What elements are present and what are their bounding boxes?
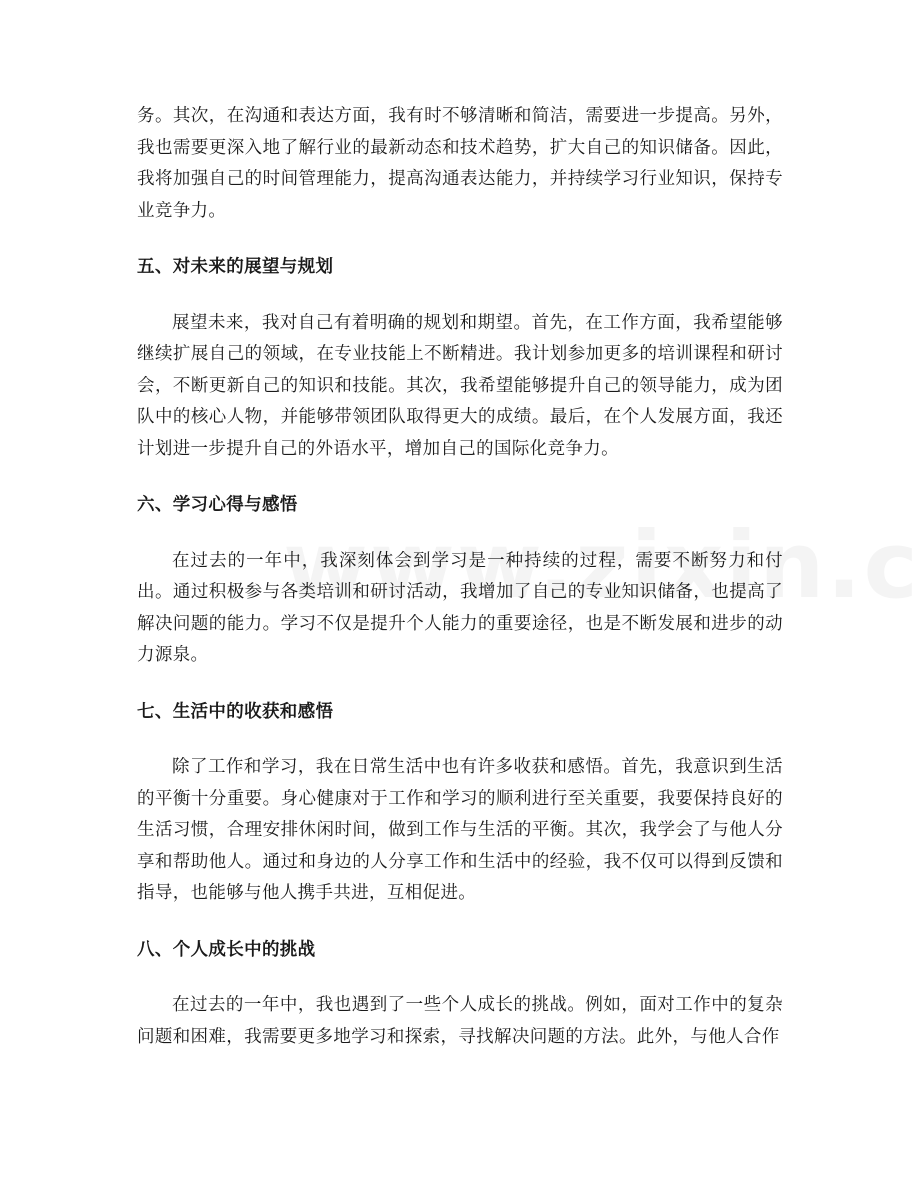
- heading-section-7: 七、生活中的收获和感悟: [137, 701, 334, 722]
- heading-section-8: 八、个人成长中的挑战: [137, 939, 316, 960]
- paragraph-section-5: 展望未来，我对自己有着明确的规划和期望。首先，在工作方面，我希望能够继续扩展自己的领域，在专业技能上不断精进。我计划参加更多的培训课程和研讨会，不断更新自己的知识和技能。其次，我希望能够提升自己的领导能力，成为团队中的核心人物，并能够带领团队取得更大的成绩。最后，在个人发展方面，我还计划进一步提升自己的外语水平，增加自己的国际化竞争力。: [137, 312, 783, 459]
- heading-section-6: 六、学习心得与感悟: [137, 495, 298, 515]
- paragraph-intro-tail: 务。其次，在沟通和表达方面，我有时不够清晰和简洁，需要进一步提高。另外，我也需要更深入地了解行业的最新动态和技术趋势，扩大自己的知识储备。因此，我将加强自己的时间管理能力，提高沟通表达能力，并持续学习行业知识，保持专业竞争力。: [137, 106, 783, 221]
- paragraph-section-6: 在过去的一年中，我深刻体会到学习是一种持续的过程，需要不断努力和付出。通过积极参与各类培训和研讨活动，我增加了自己的专业知识储备，也提高了解决问题的能力。学习不仅是提升个人能力的重要途径，也是不断发展和进步的动力源泉。: [137, 550, 783, 665]
- paragraph-section-7: 除了工作和学习，我在日常生活中也有许多收获和感悟。首先，我意识到生活的平衡十分重要。身心健康对于工作和学习的顺利进行至关重要，我要保持良好的生活习惯，合理安排休闲时间，做到工作与生活的平衡。其次，我学会了与他人分享和帮助他人。通过和身边的人分享工作和生活中的经验，我不仅可以得到反馈和指导，也能够与他人携手共进，互相促进。: [137, 757, 783, 903]
- heading-section-5: 五、对未来的展望与规划: [137, 257, 334, 277]
- document-body: [137, 101, 783, 1053]
- paragraph-section-8: 在过去的一年中，我也遇到了一些个人成长的挑战。例如，面对工作中的复杂问题和困难，我需要更多地学习和探索，寻找解决问题的方法。此外，与他人合作: [137, 995, 783, 1047]
